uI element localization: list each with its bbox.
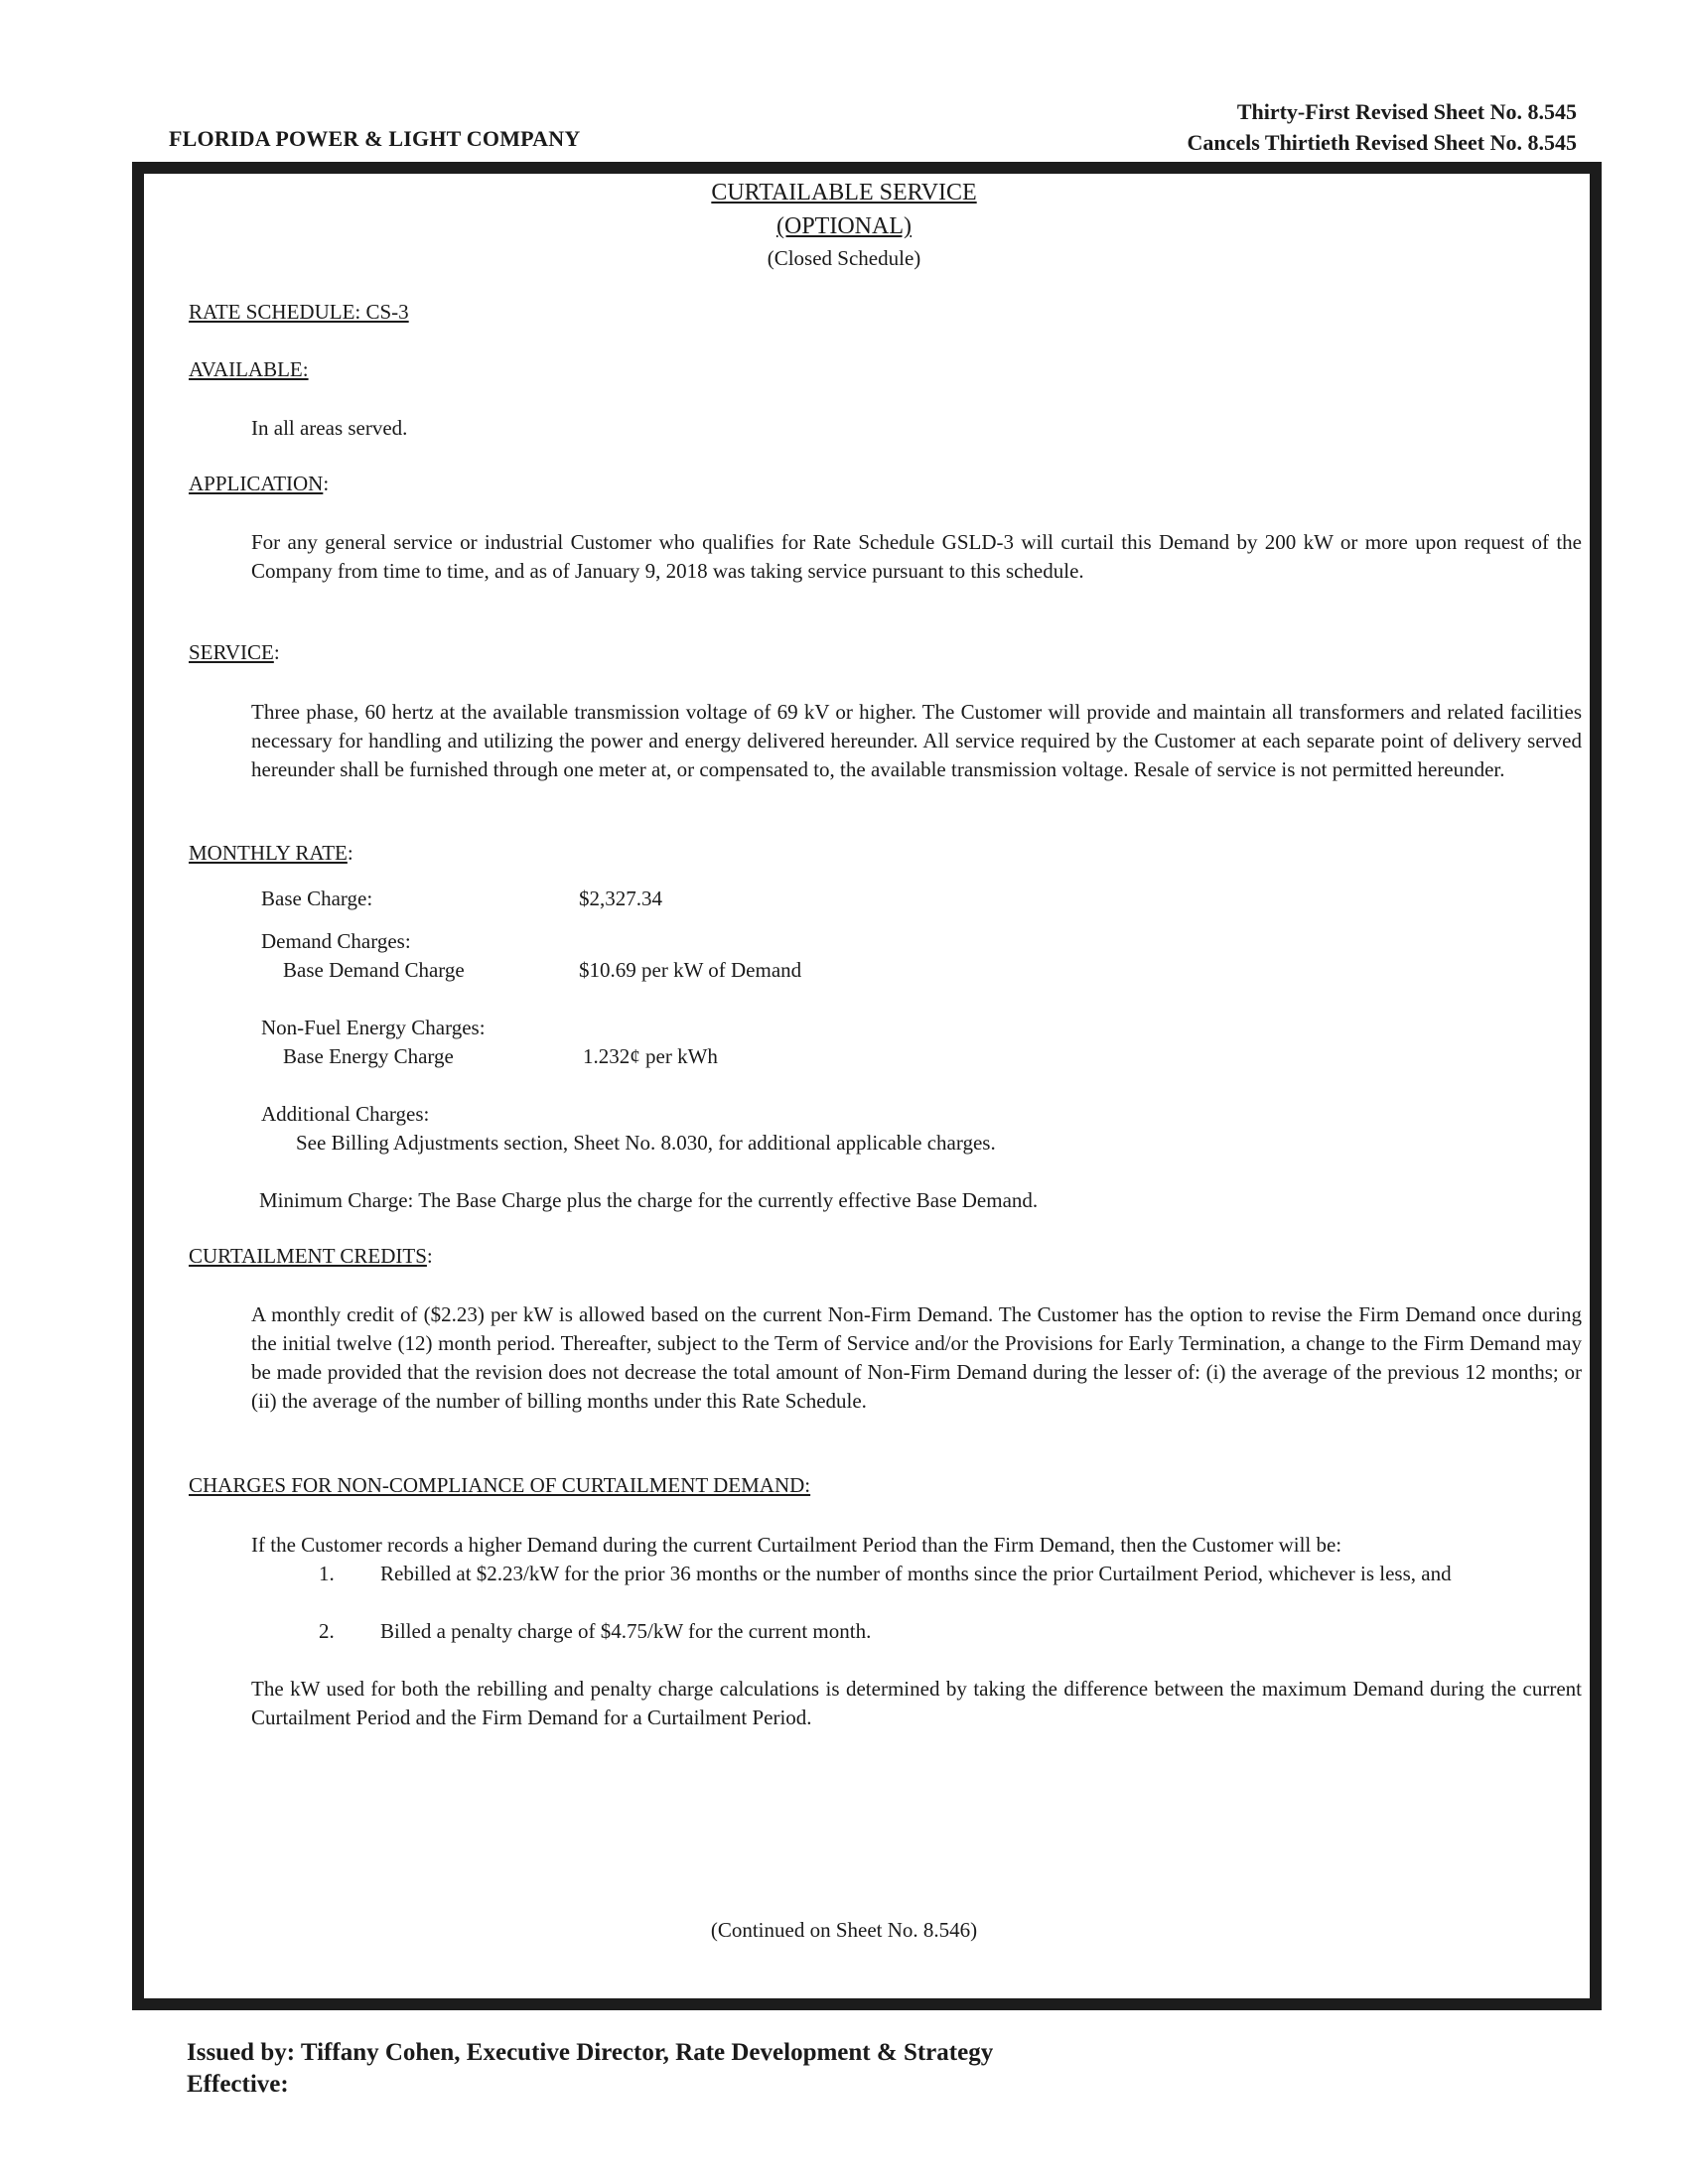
minimum-charge: Minimum Charge: The Base Charge plus the charge for the currently effective Base Demand. bbox=[259, 1188, 1039, 1212]
title-line-1: CURTAILABLE SERVICE bbox=[711, 180, 977, 205]
curtailment-credits-text: A monthly credit of ($2.23) per kW is allowed based on the current Non-Firm Demand. The Customer has the option to revise the Firm Demand once during the initial twelve (12) month period. Thereafter, subject to the Term of Service and/or the Provisions for Early Termination, a change to the Firm Demand may be made provided that the revision does not decrease the total amount of Non-Firm Demand during the lesser of: (i) the average of the previous 12 months; or (ii) the average of the number of billing months under this Rate Schedule. bbox=[251, 1302, 1582, 1413]
base-demand-charge-value: $10.69 per kW of Demand bbox=[579, 958, 802, 982]
rate-schedule-heading: RATE SCHEDULE: CS-3 bbox=[189, 300, 409, 324]
monthly-rate-heading: MONTHLY RATE: bbox=[189, 841, 353, 865]
title-line-3: (Closed Schedule) bbox=[767, 246, 921, 270]
base-energy-charge-label: Base Energy Charge bbox=[283, 1044, 454, 1068]
application-heading: APPLICATION: bbox=[189, 472, 330, 495]
page-title bbox=[0, 176, 1688, 273]
base-charge-label: Base Charge: bbox=[261, 887, 373, 910]
non-compliance-heading: CHARGES FOR NON-COMPLIANCE OF CURTAILMENT DEMAND: bbox=[189, 1473, 811, 1497]
footer bbox=[187, 2037, 993, 2101]
issued-by: Issued by: Tiffany Cohen, Executive Director, Rate Development & Strategy bbox=[187, 2039, 994, 2066]
demand-charges-label: Demand Charges: bbox=[261, 929, 411, 953]
base-demand-charge-label: Base Demand Charge bbox=[283, 958, 465, 982]
additional-charges-label: Additional Charges: bbox=[261, 1102, 430, 1126]
list-item-text: Billed a penalty charge of $4.75/kW for the current month. bbox=[380, 1619, 872, 1643]
sheet-revision: Thirty-First Revised Sheet No. 8.545 bbox=[1236, 99, 1577, 124]
company-name: FLORIDA POWER & LIGHT COMPANY bbox=[169, 126, 581, 151]
list-item-number: 1. bbox=[319, 1562, 335, 1585]
list-item bbox=[319, 1560, 1582, 1617]
list-item-text: Rebilled at $2.23/kW for the prior 36 months or the number of months since the prior Curtailment Period, whichever is less, and bbox=[380, 1562, 1452, 1585]
title-line-2: (OPTIONAL) bbox=[776, 213, 912, 239]
continued-note: (Continued on Sheet No. 8.546) bbox=[710, 1918, 978, 1942]
cancels-sheet: Cancels Thirtieth Revised Sheet No. 8.545 bbox=[1187, 130, 1577, 155]
effective-date: Effective: bbox=[187, 2071, 289, 2098]
non-compliance-closing: The kW used for both the rebilling and penalty charge calculations is determined by taking the difference between the maximum Demand during the current Curtailment Period and the Firm Demand for a Curtailment Period. bbox=[251, 1677, 1582, 1729]
available-heading: AVAILABLE: bbox=[189, 357, 309, 381]
additional-charges-text: See Billing Adjustments section, Sheet No. 8.030, for additional applicable charges. bbox=[296, 1131, 996, 1155]
base-charge-value: $2,327.34 bbox=[579, 887, 662, 910]
list-item bbox=[319, 1617, 1582, 1646]
service-heading: SERVICE: bbox=[189, 640, 280, 664]
application-text: For any general service or industrial Customer who qualifies for Rate Schedule GSLD-3 will curtail this Demand by 200 kW or more upon request of the Company from time to time, and as of January 9, 2018 was taking service pursuant to this schedule. bbox=[251, 530, 1582, 583]
non-fuel-energy-label: Non-Fuel Energy Charges: bbox=[261, 1016, 486, 1039]
base-energy-charge-value: 1.232¢ per kWh bbox=[583, 1044, 718, 1068]
available-text: In all areas served. bbox=[251, 416, 408, 440]
curtailment-credits-heading: CURTAILMENT CREDITS: bbox=[189, 1244, 433, 1268]
list-item-number: 2. bbox=[319, 1619, 335, 1643]
non-compliance-intro: If the Customer records a higher Demand during the current Curtailment Period than the Firm Demand, then the Customer will be: bbox=[251, 1533, 1342, 1557]
service-text: Three phase, 60 hertz at the available transmission voltage of 69 kV or higher. The Customer will provide and maintain all transformers and related facilities necessary for handling and utilizing the power and energy delivered hereunder. All service required by the Customer at each separate point of delivery served hereunder shall be furnished through one meter at, or compensated to, the available transmission voltage. Resale of service is not permitted hereunder. bbox=[251, 700, 1582, 781]
sheet-info bbox=[1187, 96, 1577, 158]
